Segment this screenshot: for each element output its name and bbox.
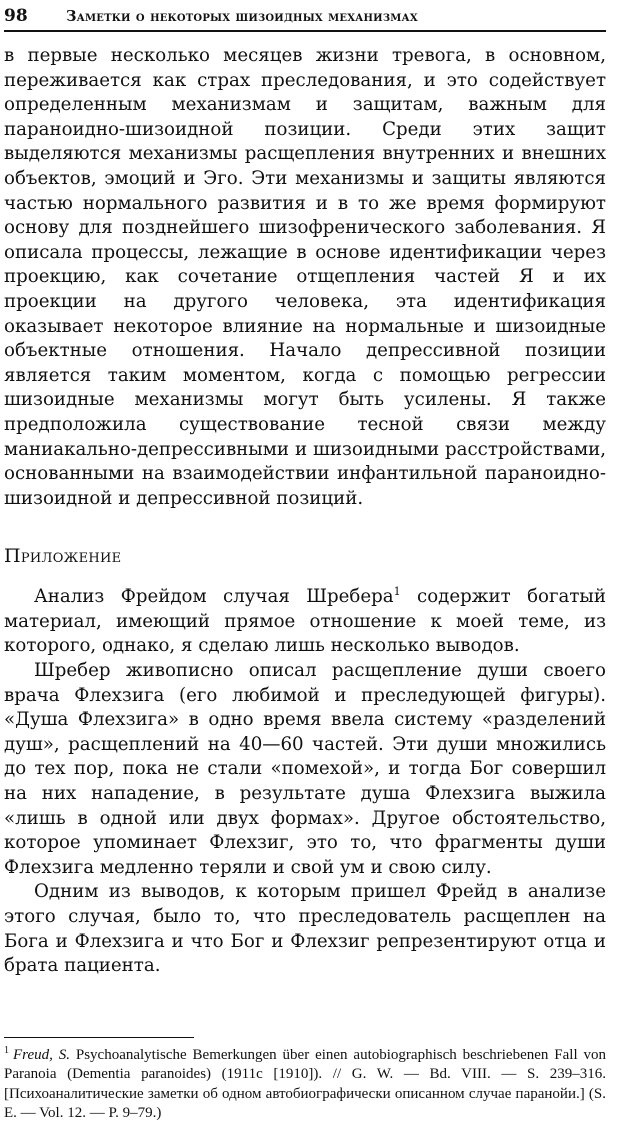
paragraph-2-end: содержит богатый материал, имеющий прямое отношение к моей теме, из которого, однако, я сделаю лишь несколько выводов. <box>4 586 606 657</box>
paragraph-2-start: Анализ Фрейдом случая Шребера <box>34 586 394 608</box>
footnote <box>4 1046 606 1124</box>
footnote-mark: 1 <box>4 1044 9 1056</box>
page-number: 98 <box>4 6 28 26</box>
page-header <box>4 6 606 32</box>
paragraph-4: Одним из выводов, к которым пришел Фрейд в анализе этого случая, было то, что преследователь расщеплен на Бога и Флехзига и что Бог и Флехзиг репрезентируют отца и брата пациента. <box>4 881 606 977</box>
paragraph-3: Шребер живописно описал расщепление души своего врача Флехзига (его любимой и преследующей фигуры). «Душа Флехзига» в одно время ввела систему «разделений душ», расщеплений на 40—60 частей. Эти души множились до тех пор, пока не стали «помехой», и тогда Бог совершил на них нападение, в результате душа Флехзига выжила «лишь в одной или двух формах». Другое обстоятельство, которое упоминает Флехзиг, это то, что фрагменты души Флехзига медленно теряли и свой ум и свою силу. <box>4 660 606 878</box>
paragraph-2 <box>4 585 606 659</box>
footnote-reference[interactable]: 1 <box>393 585 401 599</box>
footnote-divider <box>4 1037 194 1038</box>
body-text <box>4 44 606 979</box>
running-title: Заметки о некоторых шизоидных механизмах <box>66 8 418 25</box>
footnote-text: Psychoanalytische Bemerkungen über einen autobiographisch beschriebenen Fall von Paranoia (Dementia paranoides) (1911c [1910]). // G. W. — Bd. VIII. — S. 239–316. [Психоаналитические заметки об одном автобиографически описанном случае паранойи.] (S. E. — Vol. 12. — P. 9–79.) <box>4 1046 606 1122</box>
section-heading: Приложение <box>4 545 122 568</box>
footnote-author: Freud, S. <box>13 1046 70 1063</box>
paragraph-1: в первые несколько месяцев жизни тревога, в основном, переживается как страх преследования, и это содействует определенным механизмам и защитам, важным для параноидно-шизоидной позиции. Среди этих защит выделяются механизмы расщепления внутренних и внешних объектов, эмоций и Эго. Эти механизмы и защиты являются частью нормального развития и в то же время формируют основу для позднейшего шизофренического заболевания. Я описала процессы, лежащие в основе идентификации через проекцию, как сочетание отщепления частей Я и их проекции на другого человека, эта идентификация оказывает некоторое влияние на нормальные и шизоидные объектные отношения. Начало депрессивной позиции является таким моментом, когда с помощью регрессии шизоидные механизмы могут быть усилены. Я также предположила существование тесной связи между маниакально-депрессивными и шизоидными расстройствами, основанными на взаимодействии инфантильной параноидно-шизоидной и депрессивной позиций. <box>4 45 606 509</box>
